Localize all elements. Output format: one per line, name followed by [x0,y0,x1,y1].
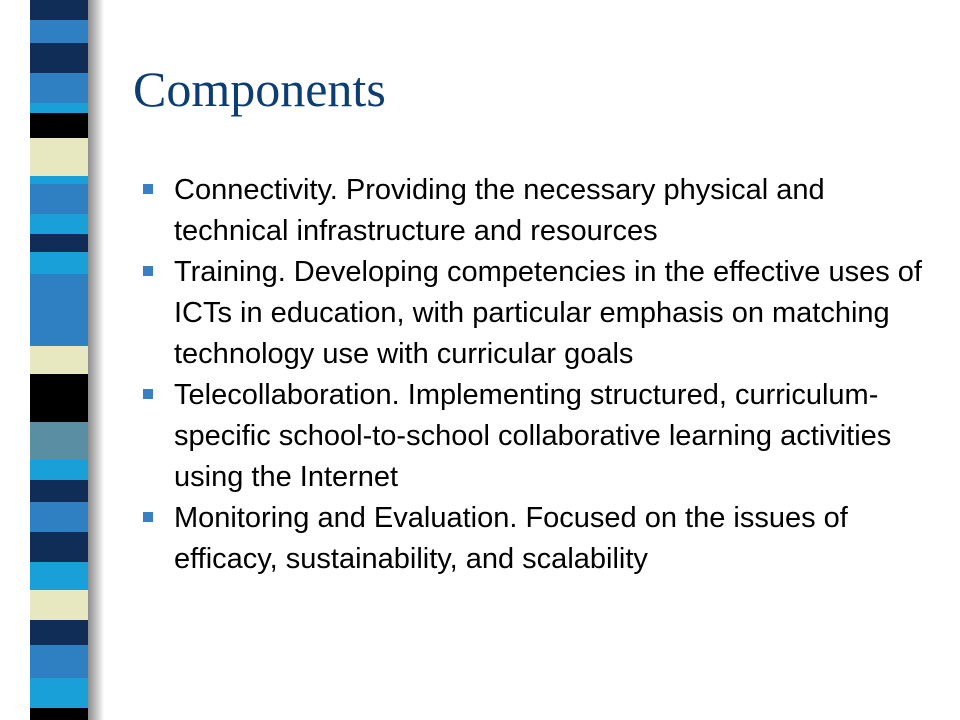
stripe-segment [30,422,88,460]
bullet-text: Monitoring and Evaluation. Focused on the issues of efficacy, sustainability, and scalability [174,502,848,575]
stripe-segment [30,374,88,422]
square-bullet-icon [143,266,153,276]
slide-title: Components [133,61,386,117]
stripe-segment [30,176,88,184]
stripe-segment [30,252,88,274]
stripe-segment [30,43,88,73]
bullet-item [143,252,933,375]
stripe-segment [30,590,88,620]
stripe-segment [30,460,88,480]
bullet-text: Training. Developing competencies in the effective uses of ICTs in education, with particular emphasis on matching technology use with curricular goals [174,256,922,370]
square-bullet-icon [143,389,153,399]
square-bullet-icon [143,512,153,522]
decorative-stripe-bar [30,0,88,720]
stripe-segment [30,532,88,562]
stripe-segment [30,0,88,20]
bullet-item [143,498,933,580]
stripe-segment [30,304,88,346]
stripe-segment [30,214,88,234]
stripe-segment [30,502,88,532]
stripe-segment [30,645,88,678]
stripe-segment [30,480,88,502]
stripe-segment [30,138,88,176]
stripe-segment [30,234,88,252]
stripe-segment [30,274,88,304]
bullet-text: Connectivity. Providing the necessary physical and technical infrastructure and resources [174,174,825,247]
bullet-list [143,170,933,580]
stripe-segment [30,113,88,138]
stripe-segment [30,708,88,720]
stripe-segment [30,620,88,645]
stripe-shadow [88,0,104,720]
stripe-segment [30,103,88,113]
stripe-segment [30,73,88,103]
stripe-segment [30,562,88,590]
bullet-item [143,170,933,252]
bullet-item [143,375,933,498]
stripe-segment [30,346,88,374]
stripe-segment [30,20,88,43]
stripe-segment [30,184,88,214]
stripe-segment [30,678,88,708]
square-bullet-icon [143,184,153,194]
bullet-text: Telecollaboration. Implementing structured, curriculum-specific school-to-school collaborative learning activities using the Internet [174,379,892,493]
